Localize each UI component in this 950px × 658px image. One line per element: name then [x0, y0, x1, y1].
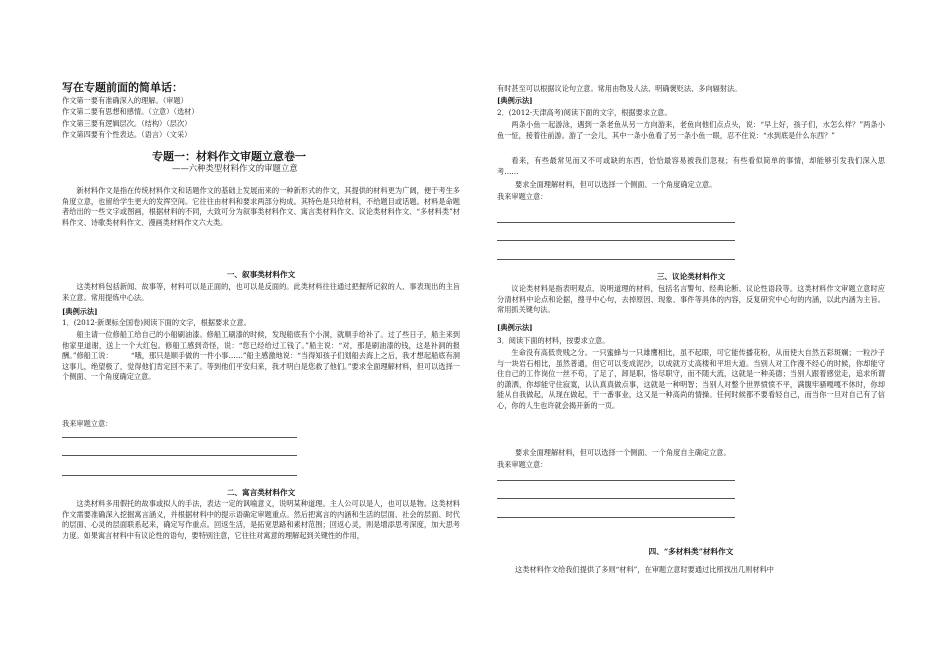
answer-prompt-1: 我来审题立意：: [62, 419, 113, 428]
section-2-continuation: 有时甚至可以根据议论句立意。常用由物及人法、明确褒贬法、多向辐射法。: [497, 84, 742, 93]
answer-prompt-2: 我来审题立意：: [497, 192, 548, 201]
section-2-paragraph: 这类材料多用假托的故事或拟人的手法，表达一定的讽喻意义，说明某种道理。主人公可以是人，也可以是物。这类材料作文需要准确深入挖掘寓言涵义，并根据材料中的提示语确定审题重点。然后把寓言的内涵和生活的层面、社会的层面、时代的层面、心灵的层面联系起来，确定写作重点。回返生活，是拓宽思路和素材范围；回返心灵，则是增添思考深度，加大思考力度。如果寓言材料中有议论性的语句，要特别注意，它往往对寓意的理解起到关键性的作用，: [62, 499, 460, 540]
question-2-material-2: 看来，有些最常见而又不可或缺的东西，恰恰最容易被我们忽视；有些看似简单的事情，却能够引发我们深入思考……: [497, 156, 885, 176]
answer-line[interactable]: [497, 517, 735, 518]
answer-line[interactable]: [497, 222, 735, 223]
intro-paragraph: 新材料作文是指在传统材料作文和话题作文的基础上发展而来的一种新形式的作文，其提供的材料更为广阔，便于考生多角度立意，也留给学生更大的发挥空间。它往往由材料和要求两部分构成。其特色是只给材料，不给题目或话题。材料是命题者给出的一些文字或图画，根据材料的不同，大致可分为叙事类材料作文、寓言类材料作文、议论类材料作文、“多材料类”材料作文、诗歌类材料作文、漫画类材料作文六大类。: [62, 186, 460, 227]
topic-title: 专题一：材料作文审题立意卷一: [152, 150, 306, 163]
section-3-title: 三、议论类材料作文: [656, 272, 726, 281]
section-3-example-label: [典例示法]: [497, 323, 533, 332]
intro-line-1: 作文第一要有准确深入的理解。（审题）: [62, 96, 188, 105]
answer-line[interactable]: [62, 437, 297, 438]
question-3: 3．阅读下面的材料，按要求立意。: [497, 336, 610, 345]
section-2-example-label: [典例示法]: [497, 96, 533, 105]
section-3-paragraph: 议论类材料是指表明观点、说明道理的材料，包括名言警句、经典论断、议论性语段等。这类材料作文审题立意时应分清材料中论点和论据，搜寻中心句，去掉原因、现象、事件等具体的内容，反复研究中心句的内涵，以此内涵为主旨。常用抓关键句法。: [497, 284, 885, 315]
section-1-paragraph: 这类材料包括新闻、故事等，材料可以是正面的，也可以是反面的。此类材料往往通过把握所记叙的人、事表现出的主旨来立意。常用提炼中心法。: [62, 282, 460, 302]
question-2: 2．(2012·天津高考)阅读下面的文字，根据要求立意。: [497, 108, 672, 117]
question-1-material: 船主请一位修船工给自己的小船刷油漆。修船工刷漆的时候，发现船底有个小洞，就顺手给补了。过了些日子，船主来到他家里道谢，送上一个大红包。修船工感到奇怪，说：“您已经给过工钱了。”船主说：“对，那是刷油漆的钱，这是补洞的报酬。”修船工说： “哦，那只是顺手做的一件小事……”船主感激地说：“当得知孩子们划船去海上之后，我才想起船底有洞这事儿，绝望极了，觉得他们肯定回不来了。等到他们平安归来，我才明白是您救了他们。”要求全面理解材料，但可以选择一个侧面、一个角度确定立意。: [62, 330, 460, 382]
answer-line[interactable]: [62, 475, 297, 476]
answer-line[interactable]: [62, 455, 297, 456]
topic-subtitle: ——六种类型材料作文的审题立意: [172, 163, 298, 173]
question-1: 1．(2012·新课标全国卷)阅读下面的文字，根据要求立意。: [62, 318, 251, 327]
intro-line-4: 作文第四要有个性表达。（语言）（文采）: [62, 130, 192, 139]
section-4-paragraph: 这类材料作文给我们提供了多则“材料”，在审题立意时要通过比照找出几则材料中: [515, 565, 774, 574]
answer-line[interactable]: [497, 240, 735, 241]
answer-line[interactable]: [497, 480, 735, 481]
intro-line-2: 作文第二要有思想和感情。（立意）（选材）: [62, 107, 199, 116]
section-2-title: 二、寓言类材料作文: [226, 488, 296, 497]
question-3-material: 生命没有高低贵贱之分。一只蜜蜂与一只雄鹰相比，虽不起眼，可它能传播花粉，从而使大自然五彩斑斓；一粒沙子与一块岩石相比，虽然普通，但它可以变成泥沙，以成就万丈高楼和平坦大道。当别人对工作漫不经心的时候，你却能守住自己的工作岗位一丝不苟，了足了，卸是职，恪尽职守，而不随大流，这就是一种美德；当别人跟着感觉走，追求所谓的潇洒，你却能守住寂寞，认认真真做点事，这就是一种明智；当别人对整个世界愤愤不平，满腹牢骚嘎嘎不休时，你却能从自我做起，从现在做起，干一番事业，这又是一种高尚的情操。任何时候都不要看轻自己，而当你一旦对自己有了信心，你的人生也许就会揭开新的一页。: [497, 348, 885, 410]
answer-line[interactable]: [497, 498, 735, 499]
section-1-title: 一、叙事类材料作文: [226, 270, 296, 279]
question-2-requirement: 要求全面理解材料，但可以选择一个侧面、一个角度确定立意。: [515, 180, 717, 189]
section-4-title: 四、“多材料类”材料作文: [648, 547, 734, 556]
intro-line-3: 作文第三要有逻辑层次。（结构）（层次）: [62, 119, 192, 128]
question-3-requirement: 要求全面理解材料，但可以选择一个侧面、一个角度自主确定立意。: [515, 448, 731, 457]
answer-prompt-3: 我来审题立意：: [497, 460, 548, 469]
question-2-material: 两条小鱼一起游泳，遇到一条老鱼从另一方向游来，老鱼向他们点点头，说：“早上好，孩子们，水怎么样？”两条小鱼一怔，接着往前游。游了一会儿，其中一条小鱼看了另一条小鱼一眼，忍不住说：“水到底是什么东西？”: [497, 120, 885, 140]
section-1-example-label: [典例示法]: [62, 307, 98, 316]
answer-line[interactable]: [497, 259, 735, 260]
preface-heading: 写在专题前面的简单话：: [62, 81, 183, 94]
